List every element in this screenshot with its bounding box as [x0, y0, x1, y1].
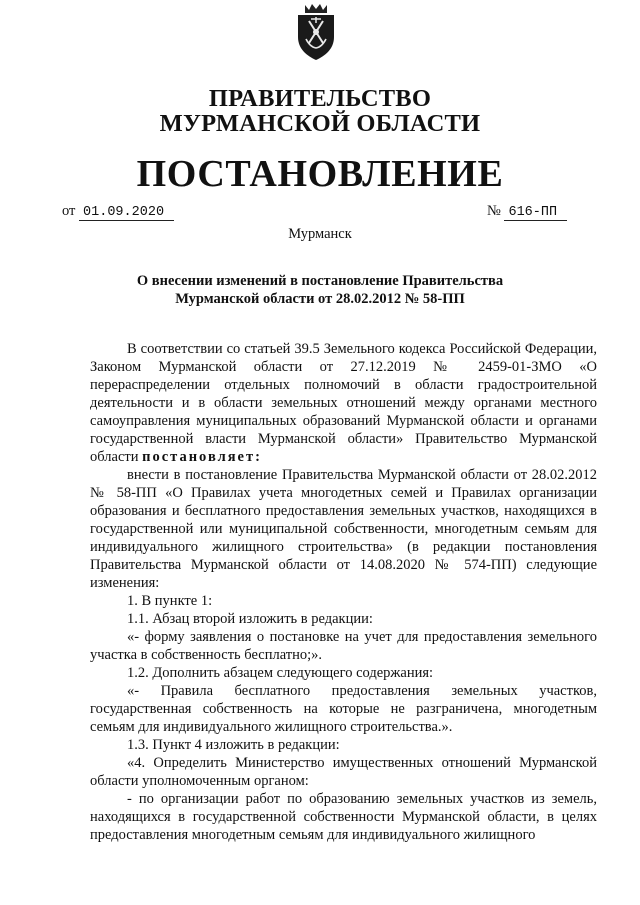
preamble-paragraph	[90, 340, 597, 466]
date-prefix: от	[62, 203, 76, 219]
document-number-field	[487, 203, 567, 221]
coat-of-arms-icon	[293, 3, 339, 61]
paragraph-1-2-text: «- Правила бесплатного предоставления земельных участков, государственная собственность на которые не разграничена, многодетным семьям для индивидуального жилищного строительства.».	[90, 683, 597, 735]
subject-line2: Мурманской области от 28.02.2012 № 58-ПП	[175, 291, 465, 307]
document-body	[90, 340, 597, 844]
preamble-text: В соответствии со статьей 39.5 Земельного кодекса Российской Федерации, Законом Мурманской области от 27.12.2019 № 2459-01-ЗМО «О перераспределении отдельных полномочий в области градостроительной деятельности и в области земельных отношений между органами местного самоуправления муниципальных образований Мурманской области и органами государственной власти Мурманской области» Правительство Мурманской области	[90, 341, 597, 465]
document-date-field	[62, 203, 174, 221]
paragraph-1-2: 1.2. Дополнить абзацем следующего содержания:	[127, 665, 434, 681]
government-title-line2: МУРМАНСКОЙ ОБЛАСТИ	[159, 110, 481, 137]
decree-colon: :	[255, 449, 260, 465]
paragraph-1-1-text: «- форму заявления о постановке на учет для предоставления земельного участка в собственность бесплатно;».	[90, 629, 597, 663]
subject-line1: О внесении изменений в постановление Правительства	[136, 273, 504, 289]
document-city: Мурманск	[288, 226, 352, 242]
document-date: 01.09.2020	[79, 205, 174, 221]
intro-paragraph: внести в постановление Правительства Мурманской области от 28.02.2012 № 58-ПП «О Правилах учета многодетных семей и Правилах организации образования и бесплатного предоставления земельных участков, находящихся в государственной или муниципальной собственности, многодетным семьям для индивидуального жилищного строительства» (в редакции постановления Правительства Мурманской области от 14.08.2020 № 574-ПП) следующие изменения:	[90, 467, 597, 591]
decree-word: постановляет	[142, 449, 256, 465]
document-number: 616-ПП	[504, 205, 567, 221]
paragraph-1: 1. В пункте 1:	[127, 593, 213, 609]
document-type: ПОСТАНОВЛЕНИЕ	[136, 153, 504, 195]
paragraph-1-1: 1.1. Абзац второй изложить в редакции:	[127, 611, 373, 627]
government-title-line1: ПРАВИТЕЛЬСТВО	[208, 85, 432, 112]
number-prefix: №	[487, 203, 501, 219]
paragraph-1-3: 1.3. Пункт 4 изложить в редакции:	[127, 737, 340, 753]
paragraph-4-text: «4. Определить Министерство имущественных отношений Мурманской области уполномоченным органом:	[90, 755, 597, 789]
paragraph-4-bullet: - по организации работ по образованию земельных участков из земель, находящихся в государственной собственности Мурманской области, в целях предоставления многодетным семьям для индивидуального жилищного	[90, 791, 597, 843]
